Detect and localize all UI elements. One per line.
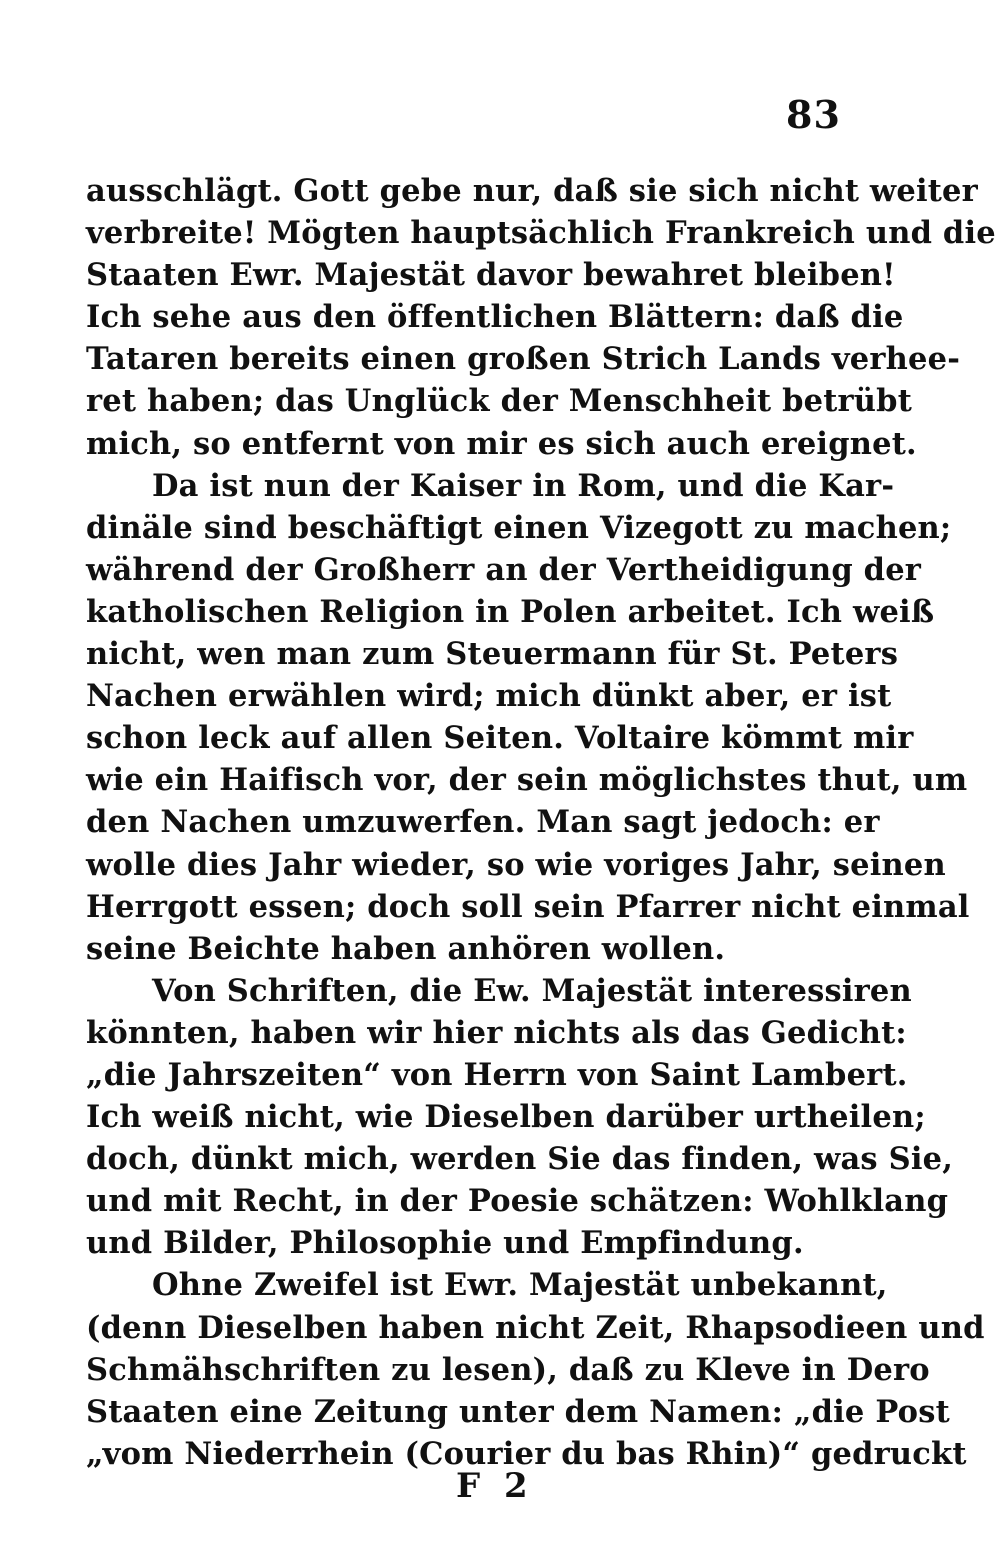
text-line: seine Beichte haben anhören wollen.: [86, 930, 726, 967]
text-line: katholischen Religion in Polen arbeitet. Ich weiß: [86, 593, 935, 630]
text-line: könnten, haben wir hier nichts als das Gedicht:: [86, 1014, 907, 1051]
text-line: Ich weiß nicht, wie Dieselben darüber urtheilen;: [86, 1099, 926, 1136]
text-line: ausschlägt. Gott gebe nur, daß sie sich nicht weiter: [86, 173, 978, 209]
text-line: wolle dies Jahr wieder, so wie voriges Jahr, seinen: [86, 846, 946, 883]
text-line: den Nachen umzuwerfen. Man sagt jedoch: er: [86, 804, 880, 841]
text-line: während der Großherr an der Vertheidigung der: [86, 551, 922, 588]
text-line: und Bilder, Philosophie und Empfindung.: [86, 1225, 804, 1262]
text-line: wie ein Haifisch vor, der sein möglichstes thut, um: [86, 762, 968, 799]
text-line: Herrgott essen; doch soll sein Pfarrer nicht einmal: [86, 888, 970, 925]
paragraph-start-line: Von Schriften, die Ew. Majestät interessiren: [152, 972, 912, 1009]
text-line: „die Jahrszeiten“ von Herrn von Saint Lambert.: [86, 1056, 908, 1093]
text-line: mich, so entfernt von mir es sich auch ereignet.: [86, 425, 917, 462]
text-line: Staaten Ewr. Majestät davor bewahret bleiben!: [86, 257, 896, 294]
text-line: „vom Niederrhein (Courier du bas Rhin)“ gedruckt: [86, 1435, 967, 1472]
text-line: ret haben; das Unglück der Menschheit betrübt: [86, 383, 912, 420]
text-line: nicht, wen man zum Steuermann für St. Peters: [86, 636, 899, 673]
text-line: Tataren bereits einen großen Strich Lands verhee-: [86, 341, 961, 378]
text-line: dinäle sind beschäftigt einen Vizegott zu machen;: [86, 509, 952, 546]
body-text: [86, 170, 996, 1475]
paragraph-start-line: Ohne Zweifel ist Ewr. Majestät unbekannt,: [152, 1267, 888, 1304]
text-line: und mit Recht, in der Poesie schätzen: Wohlklang: [86, 1183, 949, 1220]
text-line: Nachen erwählen wird; mich dünkt aber, er ist: [86, 678, 892, 715]
text-line: (denn Dieselben haben nicht Zeit, Rhapsodieen und: [86, 1309, 985, 1346]
text-line: doch, dünkt mich, werden Sie das finden, was Sie,: [86, 1141, 954, 1178]
page-number: 83: [786, 92, 841, 137]
text-line: Schmähschriften zu lesen), daß zu Kleve in Dero: [86, 1351, 930, 1388]
text-line: schon leck auf allen Seiten. Voltaire kömmt mir: [86, 720, 914, 757]
text-line: Ich sehe aus den öffentlichen Blättern: daß die: [86, 299, 904, 336]
text-line: Staaten eine Zeitung unter dem Namen: „die Post: [86, 1393, 950, 1430]
signature-mark: F 2: [456, 1466, 534, 1506]
text-line: verbreite! Mögten hauptsächlich Frankreich und die: [86, 215, 996, 252]
paragraph-start-line: Da ist nun der Kaiser in Rom, und die Kar-: [152, 467, 895, 504]
